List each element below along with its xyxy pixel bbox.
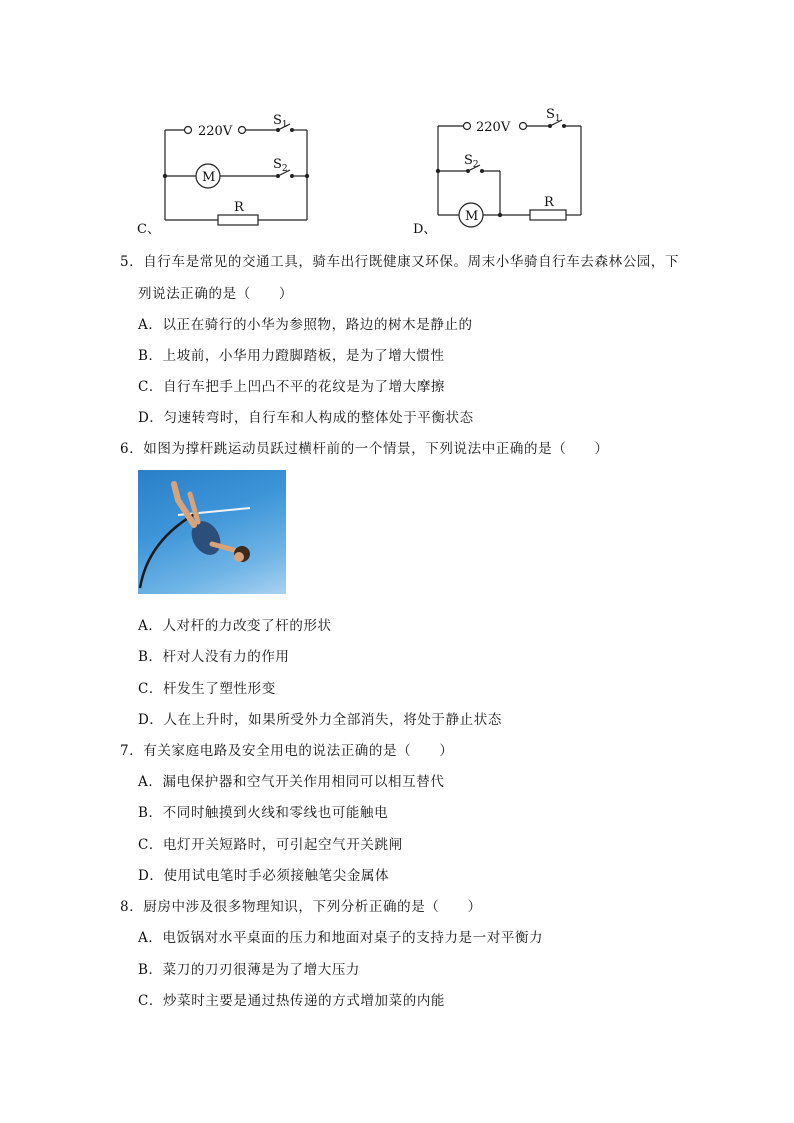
question-6-option-d[interactable]: D．人在上升时，如果所受外力全部消失，将处于静止状态 xyxy=(138,712,502,728)
circuit-d-diagram xyxy=(410,100,610,235)
question-5-option-a[interactable]: A．以正在骑行的小华为参照物，路边的树木是静止的 xyxy=(138,317,473,333)
circuit-c-resistor: R xyxy=(234,200,244,215)
question-8-option-a[interactable]: A．电饭锅对水平桌面的压力和地面对桌子的支持力是一对平衡力 xyxy=(138,930,544,946)
question-7-stem: 7．有关家庭电路及安全用电的说法正确的是（ ） xyxy=(120,743,454,759)
question-8-option-b[interactable]: B．菜刀的刀刃很薄是为了增大压力 xyxy=(138,962,361,978)
question-7-option-d[interactable]: D．使用试电笔时手必须接触笔尖金属体 xyxy=(138,868,390,884)
question-6-option-b[interactable]: B．杆对人没有力的作用 xyxy=(138,649,290,665)
circuit-d-motor: M xyxy=(465,209,479,224)
question-7-option-a[interactable]: A．漏电保护器和空气开关作用相同可以相互替代 xyxy=(138,774,445,790)
pole-vault-photo xyxy=(138,470,286,594)
circuit-d-option-label: D、 xyxy=(413,222,437,237)
question-8-option-c[interactable]: C．炒菜时主要是通过热传递的方式增加菜的内能 xyxy=(138,993,446,1009)
circuit-c-switch1: $S_1$ xyxy=(273,113,288,130)
circuit-c-motor: M xyxy=(202,170,216,185)
circuit-d xyxy=(410,100,610,235)
question-7-option-c[interactable]: C．电灯开关短路时，可引起空气开关跳闸 xyxy=(138,837,403,853)
question-8-stem: 8．厨房中涉及很多物理知识，下列分析正确的是（ ） xyxy=(120,899,482,915)
question-5-option-d[interactable]: D．匀速转弯时，自行车和人构成的整体处于平衡状态 xyxy=(138,410,474,426)
circuit-c-option-label: C、 xyxy=(137,222,160,237)
question-6-stem: 6．如图为撑杆跳运动员跃过横杆前的一个情景，下列说法中正确的是（ ） xyxy=(120,441,609,457)
circuit-c-voltage: 220V xyxy=(198,124,233,139)
question-6-option-c[interactable]: C．杆发生了塑性形变 xyxy=(138,681,276,697)
question-5-stem-line2: 列说法正确的是（ ） xyxy=(138,286,294,302)
circuit-d-switch2: $S_2$ xyxy=(464,153,479,170)
question-5-option-c[interactable]: C．自行车把手上凹凸不平的花纹是为了增大摩擦 xyxy=(138,379,446,395)
question-7-option-b[interactable]: B．不同时触摸到火线和零线也可能触电 xyxy=(138,805,389,821)
circuit-d-resistor: R xyxy=(544,195,554,210)
circuit-c-diagram xyxy=(130,100,330,235)
pole-vault-illustration xyxy=(138,470,286,594)
question-5-option-b[interactable]: B．上坡前，小华用力蹬脚踏板，是为了增大惯性 xyxy=(138,348,445,364)
circuit-c xyxy=(130,100,330,235)
circuit-d-switch1: $S_1$ xyxy=(546,107,561,124)
circuit-c-switch2: $S_2$ xyxy=(273,157,288,174)
question-6-option-a[interactable]: A．人对杆的力改变了杆的形状 xyxy=(138,618,332,634)
question-5-stem-line1: 5．自行车是常见的交通工具，骑车出行既健康又环保。周末小华骑自行车去森林公园，下 xyxy=(120,254,680,270)
circuit-d-voltage: 220V xyxy=(476,120,511,135)
